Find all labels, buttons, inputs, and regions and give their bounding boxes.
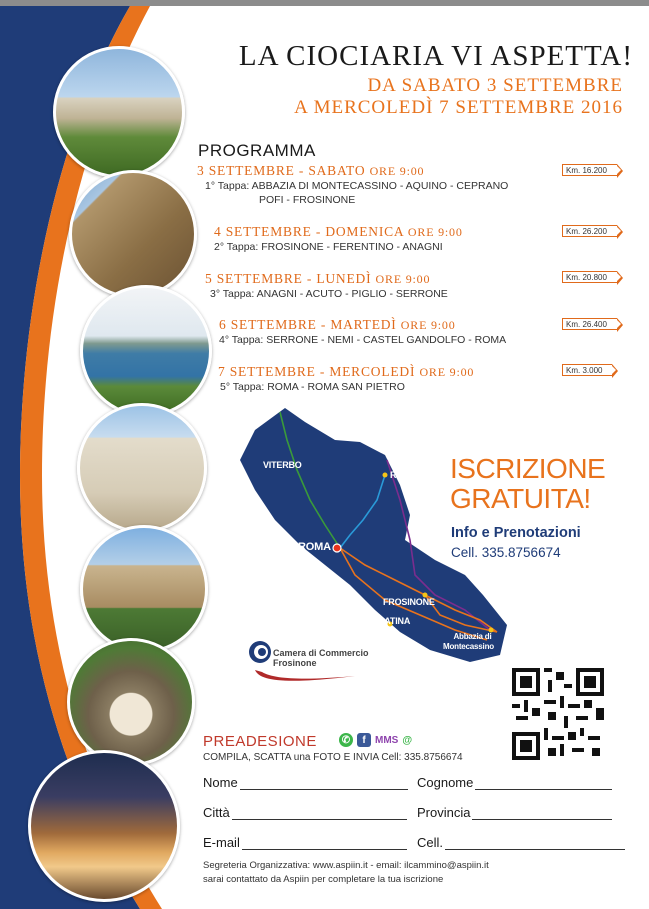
preadesione-heading: PREADESIONE <box>203 733 317 750</box>
iscrizione-text: ISCRIZIONE <box>450 453 606 484</box>
sponsor-line1: Camera di Commercio <box>273 648 369 658</box>
photo-lake <box>80 285 212 417</box>
email-label: E-mail <box>203 835 240 850</box>
day-3-date: 5 SETTEMBRE - LUNEDÌ <box>205 271 372 286</box>
qr-code[interactable] <box>512 668 604 760</box>
email-field[interactable] <box>203 835 407 850</box>
subtitle-start-date: DA SABATO 3 SETTEMBRE <box>367 75 623 96</box>
provincia-input-line[interactable] <box>472 808 612 820</box>
day-5-route: 5° Tappa: ROMA - ROMA SAN PIETRO <box>220 381 405 393</box>
roma-marker <box>333 544 341 552</box>
citta-label: Città <box>203 805 230 820</box>
day-1-route: 1° Tappa: ABBAZIA DI MONTECASSINO - AQUINO - CEPRANO <box>205 180 509 192</box>
photo-roman-arches <box>67 638 195 766</box>
cell-input-line[interactable] <box>445 838 625 850</box>
footer-line2: sarai contattato da Aspiin per completare la tua iscrizione <box>203 874 444 885</box>
nome-field[interactable] <box>203 775 408 790</box>
email-input-line[interactable] <box>242 838 407 850</box>
day-4-date: 6 SETTEMBRE - MARTEDÌ <box>219 317 397 332</box>
sponsor-name <box>273 648 369 668</box>
cell-field[interactable] <box>417 835 625 850</box>
chamber-of-commerce-logo-icon <box>248 640 272 664</box>
day-2-time: ORE 9:00 <box>407 225 463 239</box>
map-label-abbazia <box>443 632 494 652</box>
programma-day-1 <box>197 163 508 207</box>
cognome-input-line[interactable] <box>475 778 612 790</box>
day-1-route-cont: POFI - FROSINONE <box>259 194 356 206</box>
nome-input-line[interactable] <box>240 778 408 790</box>
cognome-label: Cognome <box>417 775 474 790</box>
provincia-field[interactable] <box>417 805 612 820</box>
day-3-route: 3° Tappa: ANAGNI - ACUTO - PIGLIO - SERRONE <box>210 288 448 300</box>
day-4-heading <box>219 317 506 333</box>
footer-secretariat <box>203 859 489 887</box>
map-label-abbazia-line1: Abbazia di <box>453 632 492 641</box>
programma-day-4 <box>219 317 506 347</box>
form-instructions: COMPILA, SCATTA una FOTO E INVIA Cell: 335.8756674 <box>203 752 463 763</box>
rieti-marker <box>383 473 388 478</box>
subtitle-end-date: A MERCOLEDÌ 7 SETTEMBRE 2016 <box>294 97 623 118</box>
day-5-date: 7 SETTEMBRE - MERCOLEDÌ <box>218 364 416 379</box>
day-5-km-badge: Km. 3.000 <box>562 364 612 376</box>
contact-channels <box>339 733 412 747</box>
day-5-time: ORE 9:00 <box>419 365 475 379</box>
day-2-km-badge: Km. 26.200 <box>562 225 617 237</box>
footer-line1: Segreteria Organizzativa: www.aspiin.it - email: ilcammino@aspiin.it <box>203 860 489 871</box>
day-2-heading <box>214 224 463 240</box>
mms-label: MMS <box>375 734 399 746</box>
contact-cell-number: Cell. 335.8756674 <box>451 545 561 560</box>
info-prenotazioni: Info e Prenotazioni <box>451 525 581 541</box>
photo-medieval-tower <box>69 170 197 298</box>
day-5-heading <box>218 364 474 380</box>
photo-st-peters-basilica <box>28 750 180 902</box>
day-3-km-badge: Km. 20.800 <box>562 271 617 283</box>
map-label-frosinone: FROSINONE <box>383 597 435 607</box>
map-label-abbazia-line2: Montecassino <box>443 642 494 651</box>
day-1-km-badge: Km. 16.200 <box>562 164 617 176</box>
cell-label: Cell. <box>417 835 444 850</box>
day-1-time: ORE 9:00 <box>369 164 425 178</box>
whatsapp-icon[interactable]: ✆ <box>339 733 353 747</box>
sponsor-swoosh-graphic <box>250 668 360 686</box>
email-at-icon: @ <box>402 734 413 746</box>
day-4-km-badge: Km. 26.400 <box>562 318 617 330</box>
day-4-route: 4° Tappa: SERRONE - NEMI - CASTEL GANDOLFO - ROMA <box>219 334 507 346</box>
photo-cathedral-cypresses <box>80 525 208 653</box>
programma-day-3 <box>205 271 448 301</box>
free-registration-heading <box>450 454 605 514</box>
provincia-label: Provincia <box>417 805 471 820</box>
day-2-date: 4 SETTEMBRE - DOMENICA <box>214 224 404 239</box>
photo-church-facade <box>77 403 207 533</box>
nome-label: Nome <box>203 775 238 790</box>
map-label-roma: ROMA <box>298 541 331 553</box>
programma-heading: PROGRAMMA <box>198 141 316 160</box>
photo-montecassino-abbey <box>53 46 185 178</box>
day-3-time: ORE 9:00 <box>375 272 431 286</box>
map-label-latina: LATINA <box>379 616 411 626</box>
programma-day-5 <box>218 364 474 394</box>
cognome-field[interactable] <box>417 775 612 790</box>
day-3-heading <box>205 271 448 287</box>
gratuita-text: GRATUITA! <box>450 483 591 514</box>
page-title: LA CIOCIARIA VI ASPETTA! <box>238 40 633 72</box>
day-1-date: 3 SETTEMBRE - SABATO <box>197 163 366 178</box>
citta-field[interactable] <box>203 805 407 820</box>
sponsor-line2: Frosinone <box>273 658 317 668</box>
programma-day-2 <box>214 224 463 254</box>
day-1-heading <box>197 163 508 179</box>
map-label-rieti: RIETI <box>390 470 413 480</box>
day-4-time: ORE 9:00 <box>400 318 456 332</box>
citta-input-line[interactable] <box>232 808 407 820</box>
facebook-icon[interactable]: f <box>357 733 371 747</box>
map-label-viterbo: VITERBO <box>263 460 302 470</box>
day-2-route: 2° Tappa: FROSINONE - FERENTINO - ANAGNI <box>214 241 443 253</box>
